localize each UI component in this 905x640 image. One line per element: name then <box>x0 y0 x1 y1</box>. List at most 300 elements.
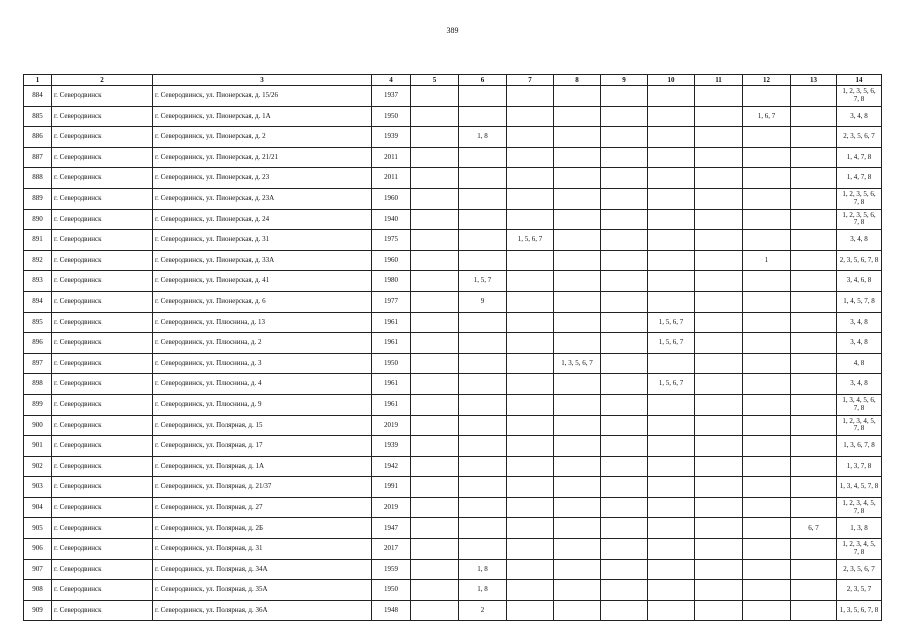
col13-cell <box>791 86 837 107</box>
table-body <box>24 86 882 621</box>
col14-cell: 3, 4, 8 <box>837 106 882 127</box>
col9-cell <box>601 600 648 621</box>
col7-cell <box>507 497 554 518</box>
city-cell: г. Северодвинск <box>52 250 153 271</box>
col13-cell <box>791 580 837 601</box>
column-header-13: 13 <box>791 75 837 86</box>
row-number: 906 <box>24 539 52 560</box>
col9-cell <box>601 333 648 354</box>
row-number: 896 <box>24 333 52 354</box>
col7-cell <box>507 580 554 601</box>
col7-cell <box>507 291 554 312</box>
col8-cell <box>554 477 601 498</box>
col13-cell <box>791 333 837 354</box>
col14-cell: 1, 4, 5, 7, 8 <box>837 291 882 312</box>
col13-cell <box>791 497 837 518</box>
row-number: 899 <box>24 394 52 415</box>
city-cell: г. Северодвинск <box>52 188 153 209</box>
year-cell: 2019 <box>372 415 411 436</box>
col6-cell: 9 <box>459 291 507 312</box>
col12-cell <box>743 333 791 354</box>
col14-cell: 1, 3, 4, 5, 6, 7, 8 <box>837 394 882 415</box>
city-cell: г. Северодвинск <box>52 333 153 354</box>
col10-cell <box>648 477 695 498</box>
col13-cell <box>791 230 837 251</box>
col14-cell: 1, 3, 4, 5, 7, 8 <box>837 477 882 498</box>
col5-cell <box>411 333 459 354</box>
col10-cell <box>648 436 695 457</box>
col8-cell <box>554 580 601 601</box>
col11-cell <box>695 188 743 209</box>
column-header-2: 2 <box>52 75 153 86</box>
column-header-1: 1 <box>24 75 52 86</box>
year-cell: 1947 <box>372 518 411 539</box>
col7-cell <box>507 415 554 436</box>
col12-cell <box>743 477 791 498</box>
col11-cell <box>695 415 743 436</box>
table-row <box>24 333 882 354</box>
col13-cell <box>791 477 837 498</box>
col13-cell <box>791 353 837 374</box>
year-cell: 2011 <box>372 147 411 168</box>
col10-cell <box>648 168 695 189</box>
col12-cell <box>743 394 791 415</box>
col14-cell: 1, 2, 3, 5, 6, 7, 8 <box>837 86 882 107</box>
col10-cell <box>648 127 695 148</box>
col6-cell <box>459 394 507 415</box>
col8-cell <box>554 436 601 457</box>
row-number: 890 <box>24 209 52 230</box>
col7-cell <box>507 250 554 271</box>
col11-cell <box>695 86 743 107</box>
year-cell: 2019 <box>372 497 411 518</box>
col7-cell <box>507 394 554 415</box>
col6-cell: 2 <box>459 600 507 621</box>
col13-cell <box>791 559 837 580</box>
col11-cell <box>695 497 743 518</box>
col14-cell: 1, 2, 3, 4, 5, 7, 8 <box>837 415 882 436</box>
col6-cell: 1, 5, 7 <box>459 271 507 292</box>
table-row <box>24 518 882 539</box>
col12-cell: 1, 6, 7 <box>743 106 791 127</box>
row-number: 900 <box>24 415 52 436</box>
col6-cell <box>459 333 507 354</box>
row-number: 904 <box>24 497 52 518</box>
col10-cell <box>648 518 695 539</box>
col10-cell <box>648 353 695 374</box>
city-cell: г. Северодвинск <box>52 415 153 436</box>
city-cell: г. Северодвинск <box>52 477 153 498</box>
col9-cell <box>601 353 648 374</box>
col5-cell <box>411 436 459 457</box>
col9-cell <box>601 415 648 436</box>
year-cell: 1950 <box>372 580 411 601</box>
col6-cell: 1, 8 <box>459 127 507 148</box>
col6-cell <box>459 106 507 127</box>
address-cell: г. Северодвинск, ул. Пионерская, д. 33А <box>153 250 372 271</box>
city-cell: г. Северодвинск <box>52 291 153 312</box>
col11-cell <box>695 168 743 189</box>
table-row <box>24 394 882 415</box>
col5-cell <box>411 209 459 230</box>
city-cell: г. Северодвинск <box>52 374 153 395</box>
col8-cell <box>554 127 601 148</box>
col5-cell <box>411 147 459 168</box>
col6-cell <box>459 86 507 107</box>
col11-cell <box>695 600 743 621</box>
col8-cell <box>554 209 601 230</box>
col6-cell <box>459 312 507 333</box>
col12-cell <box>743 456 791 477</box>
address-cell: г. Северодвинск, ул. Полярная, д. 15 <box>153 415 372 436</box>
col12-cell <box>743 497 791 518</box>
col13-cell <box>791 106 837 127</box>
table-row <box>24 600 882 621</box>
address-cell: г. Северодвинск, ул. Полярная, д. 27 <box>153 497 372 518</box>
col14-cell: 1, 3, 5, 6, 7, 8 <box>837 600 882 621</box>
col11-cell <box>695 312 743 333</box>
col10-cell: 1, 5, 6, 7 <box>648 333 695 354</box>
col7-cell <box>507 518 554 539</box>
col14-cell: 2, 3, 5, 6, 7 <box>837 127 882 148</box>
col10-cell <box>648 539 695 560</box>
col12-cell <box>743 188 791 209</box>
col6-cell <box>459 209 507 230</box>
col11-cell <box>695 291 743 312</box>
col6-cell <box>459 168 507 189</box>
year-cell: 1950 <box>372 106 411 127</box>
table-row <box>24 436 882 457</box>
col7-cell <box>507 168 554 189</box>
row-number: 893 <box>24 271 52 292</box>
year-cell: 1980 <box>372 271 411 292</box>
table-row <box>24 106 882 127</box>
row-number: 884 <box>24 86 52 107</box>
city-cell: г. Северодвинск <box>52 497 153 518</box>
col14-cell: 2, 3, 5, 6, 7 <box>837 559 882 580</box>
col7-cell <box>507 436 554 457</box>
col11-cell <box>695 106 743 127</box>
row-number: 901 <box>24 436 52 457</box>
col9-cell <box>601 250 648 271</box>
col11-cell <box>695 436 743 457</box>
col12-cell <box>743 127 791 148</box>
col9-cell <box>601 539 648 560</box>
col13-cell <box>791 209 837 230</box>
address-cell: г. Северодвинск, ул. Полярная, д. 34А <box>153 559 372 580</box>
col12-cell <box>743 230 791 251</box>
col7-cell <box>507 271 554 292</box>
col13-cell <box>791 127 837 148</box>
col10-cell <box>648 86 695 107</box>
col9-cell <box>601 147 648 168</box>
col5-cell <box>411 168 459 189</box>
col5-cell <box>411 374 459 395</box>
year-cell: 1961 <box>372 394 411 415</box>
col8-cell <box>554 539 601 560</box>
col5-cell <box>411 188 459 209</box>
city-cell: г. Северодвинск <box>52 518 153 539</box>
year-cell: 1940 <box>372 209 411 230</box>
row-number: 894 <box>24 291 52 312</box>
col7-cell <box>507 539 554 560</box>
col5-cell <box>411 86 459 107</box>
address-cell: г. Северодвинск, ул. Полярная, д. 36А <box>153 600 372 621</box>
city-cell: г. Северодвинск <box>52 353 153 374</box>
col11-cell <box>695 518 743 539</box>
year-cell: 2011 <box>372 168 411 189</box>
col14-cell: 1, 3, 8 <box>837 518 882 539</box>
row-number: 889 <box>24 188 52 209</box>
col13-cell <box>791 168 837 189</box>
col12-cell <box>743 580 791 601</box>
col12-cell <box>743 147 791 168</box>
col7-cell <box>507 106 554 127</box>
col9-cell <box>601 188 648 209</box>
row-number: 905 <box>24 518 52 539</box>
col9-cell <box>601 168 648 189</box>
col13-cell <box>791 415 837 436</box>
year-cell: 1961 <box>372 374 411 395</box>
col5-cell <box>411 539 459 560</box>
table-row <box>24 188 882 209</box>
address-cell: г. Северодвинск, ул. Пионерская, д. 21/21 <box>153 147 372 168</box>
col8-cell <box>554 291 601 312</box>
col14-cell: 4, 8 <box>837 353 882 374</box>
col14-cell: 1, 4, 7, 8 <box>837 147 882 168</box>
year-cell: 1960 <box>372 188 411 209</box>
registry-table <box>23 74 882 621</box>
col9-cell <box>601 271 648 292</box>
col10-cell: 1, 5, 6, 7 <box>648 312 695 333</box>
col14-cell: 1, 2, 3, 5, 6, 7, 8 <box>837 209 882 230</box>
address-cell: г. Северодвинск, ул. Полярная, д. 31 <box>153 539 372 560</box>
col5-cell <box>411 291 459 312</box>
col5-cell <box>411 580 459 601</box>
row-number: 891 <box>24 230 52 251</box>
table-row <box>24 312 882 333</box>
col11-cell <box>695 250 743 271</box>
col12-cell <box>743 539 791 560</box>
year-cell: 1977 <box>372 291 411 312</box>
col13-cell <box>791 250 837 271</box>
col9-cell <box>601 436 648 457</box>
col12-cell <box>743 312 791 333</box>
address-cell: г. Северодвинск, ул. Пионерская, д. 41 <box>153 271 372 292</box>
column-header-10: 10 <box>648 75 695 86</box>
col11-cell <box>695 580 743 601</box>
table-row <box>24 209 882 230</box>
col11-cell <box>695 456 743 477</box>
address-cell: г. Северодвинск, ул. Пионерская, д. 23 <box>153 168 372 189</box>
col13-cell <box>791 147 837 168</box>
col11-cell <box>695 127 743 148</box>
table-row <box>24 168 882 189</box>
table-row <box>24 539 882 560</box>
row-number: 908 <box>24 580 52 601</box>
col9-cell <box>601 374 648 395</box>
col7-cell <box>507 312 554 333</box>
col11-cell <box>695 477 743 498</box>
col12-cell <box>743 559 791 580</box>
col14-cell: 1, 4, 7, 8 <box>837 168 882 189</box>
col12-cell <box>743 86 791 107</box>
col12-cell <box>743 353 791 374</box>
table-row <box>24 86 882 107</box>
table-row <box>24 374 882 395</box>
col14-cell: 3, 4, 8 <box>837 312 882 333</box>
col9-cell <box>601 394 648 415</box>
col7-cell <box>507 86 554 107</box>
col10-cell <box>648 580 695 601</box>
col7-cell <box>507 188 554 209</box>
col14-cell: 2, 3, 5, 6, 7, 8 <box>837 250 882 271</box>
col12-cell <box>743 209 791 230</box>
col5-cell <box>411 394 459 415</box>
col10-cell <box>648 600 695 621</box>
col5-cell <box>411 353 459 374</box>
col10-cell <box>648 147 695 168</box>
city-cell: г. Северодвинск <box>52 106 153 127</box>
col9-cell <box>601 497 648 518</box>
col5-cell <box>411 230 459 251</box>
col10-cell <box>648 188 695 209</box>
col6-cell <box>459 497 507 518</box>
col5-cell <box>411 271 459 292</box>
col9-cell <box>601 86 648 107</box>
col9-cell <box>601 209 648 230</box>
col5-cell <box>411 312 459 333</box>
col14-cell: 2, 3, 5, 7 <box>837 580 882 601</box>
year-cell: 1937 <box>372 86 411 107</box>
city-cell: г. Северодвинск <box>52 230 153 251</box>
col13-cell <box>791 271 837 292</box>
row-number: 902 <box>24 456 52 477</box>
col8-cell <box>554 518 601 539</box>
col12-cell <box>743 518 791 539</box>
col9-cell <box>601 580 648 601</box>
col10-cell <box>648 209 695 230</box>
col5-cell <box>411 477 459 498</box>
row-number: 898 <box>24 374 52 395</box>
col10-cell <box>648 415 695 436</box>
col9-cell <box>601 291 648 312</box>
col6-cell <box>459 456 507 477</box>
city-cell: г. Северодвинск <box>52 539 153 560</box>
table-row <box>24 147 882 168</box>
col6-cell <box>459 436 507 457</box>
col8-cell <box>554 250 601 271</box>
column-header-3: 3 <box>153 75 372 86</box>
table-row <box>24 477 882 498</box>
col6-cell <box>459 147 507 168</box>
col10-cell <box>648 106 695 127</box>
address-cell: г. Северодвинск, ул. Полярная, д. 17 <box>153 436 372 457</box>
col7-cell <box>507 147 554 168</box>
col6-cell <box>459 353 507 374</box>
year-cell: 2017 <box>372 539 411 560</box>
col6-cell: 1, 8 <box>459 580 507 601</box>
col12-cell <box>743 600 791 621</box>
table-row <box>24 291 882 312</box>
address-cell: г. Северодвинск, ул. Пионерская, д. 2 <box>153 127 372 148</box>
col10-cell <box>648 230 695 251</box>
year-cell: 1961 <box>372 333 411 354</box>
address-cell: г. Северодвинск, ул. Пионерская, д. 31 <box>153 230 372 251</box>
column-header-9: 9 <box>601 75 648 86</box>
col14-cell: 1, 2, 3, 5, 6, 7, 8 <box>837 188 882 209</box>
col11-cell <box>695 353 743 374</box>
column-header-7: 7 <box>507 75 554 86</box>
row-number: 897 <box>24 353 52 374</box>
col9-cell <box>601 477 648 498</box>
row-number: 888 <box>24 168 52 189</box>
col8-cell <box>554 497 601 518</box>
col10-cell <box>648 250 695 271</box>
city-cell: г. Северодвинск <box>52 209 153 230</box>
address-cell: г. Северодвинск, ул. Плюснина, д. 13 <box>153 312 372 333</box>
col13-cell <box>791 436 837 457</box>
year-cell: 1939 <box>372 127 411 148</box>
table-row <box>24 559 882 580</box>
col10-cell <box>648 394 695 415</box>
year-cell: 1960 <box>372 250 411 271</box>
col12-cell <box>743 374 791 395</box>
city-cell: г. Северодвинск <box>52 394 153 415</box>
year-cell: 1948 <box>372 600 411 621</box>
col6-cell: 1, 8 <box>459 559 507 580</box>
city-cell: г. Северодвинск <box>52 168 153 189</box>
table-row <box>24 497 882 518</box>
col11-cell <box>695 394 743 415</box>
col13-cell: 6, 7 <box>791 518 837 539</box>
col14-cell: 1, 3, 6, 7, 8 <box>837 436 882 457</box>
col6-cell <box>459 415 507 436</box>
col8-cell <box>554 394 601 415</box>
col8-cell <box>554 86 601 107</box>
col8-cell: 1, 3, 5, 6, 7 <box>554 353 601 374</box>
col6-cell <box>459 188 507 209</box>
col7-cell <box>507 353 554 374</box>
col5-cell <box>411 497 459 518</box>
col8-cell <box>554 168 601 189</box>
column-header-6: 6 <box>459 75 507 86</box>
col11-cell <box>695 539 743 560</box>
address-cell: г. Северодвинск, ул. Пионерская, д. 24 <box>153 209 372 230</box>
row-number: 885 <box>24 106 52 127</box>
col14-cell: 3, 4, 6, 8 <box>837 271 882 292</box>
row-number: 892 <box>24 250 52 271</box>
row-number: 895 <box>24 312 52 333</box>
table-row <box>24 127 882 148</box>
column-header-5: 5 <box>411 75 459 86</box>
col5-cell <box>411 415 459 436</box>
col5-cell <box>411 559 459 580</box>
col13-cell <box>791 374 837 395</box>
col5-cell <box>411 518 459 539</box>
table-row <box>24 353 882 374</box>
city-cell: г. Северодвинск <box>52 312 153 333</box>
col7-cell <box>507 559 554 580</box>
col6-cell <box>459 518 507 539</box>
col13-cell <box>791 188 837 209</box>
column-header-12: 12 <box>743 75 791 86</box>
col9-cell <box>601 127 648 148</box>
table-row <box>24 456 882 477</box>
city-cell: г. Северодвинск <box>52 436 153 457</box>
col14-cell: 1, 2, 3, 4, 5, 7, 8 <box>837 539 882 560</box>
year-cell: 1959 <box>372 559 411 580</box>
